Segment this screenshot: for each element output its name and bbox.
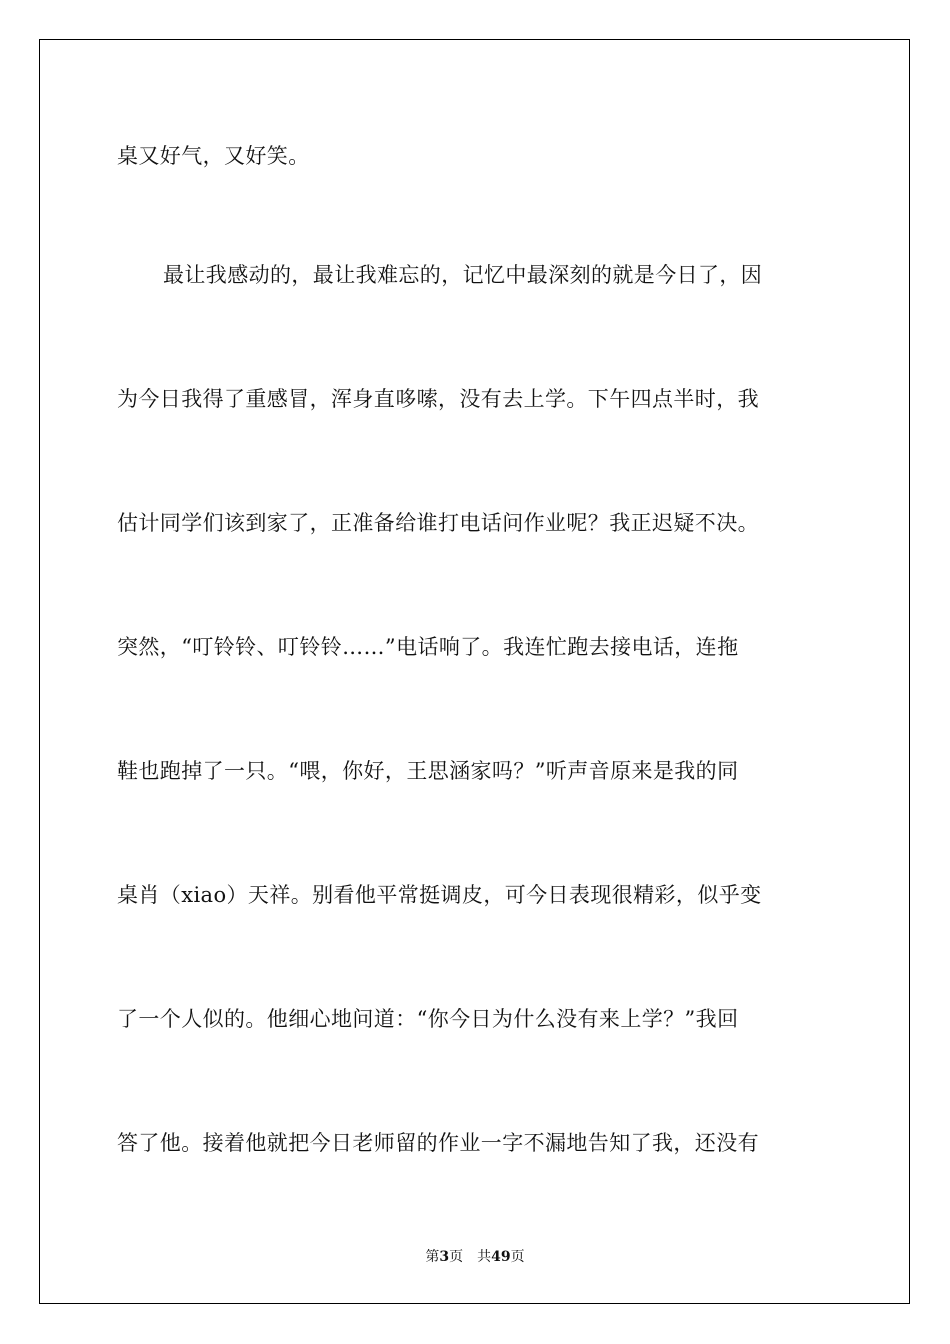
paragraph-line: 桌肖（xiao）天祥。别看他平常挺调皮，可今日表现很精彩，似乎变 [117, 883, 762, 907]
page-footer [0, 1248, 950, 1266]
footer-total-suffix: 页 [510, 1249, 525, 1265]
paragraph-line: 估计同学们该到家了，正准备给谁打电话问作业呢？我正迟疑不决。 [117, 511, 759, 535]
page-border [39, 39, 910, 1304]
paragraph-line: 鞋也跑掉了一只。“喂，你好，王思涵家吗？”听声音原来是我的同 [117, 759, 739, 783]
paragraph-line: 为今日我得了重感冒，浑身直哆嗦，没有去上学。下午四点半时，我 [117, 387, 759, 411]
page-number: 3 [439, 1249, 450, 1265]
paragraph-line: 最让我感动的，最让我难忘的，记忆中最深刻的就是今日了，因 [163, 263, 763, 287]
total-pages: 49 [491, 1249, 511, 1265]
footer-total-prefix: 共 [477, 1249, 492, 1265]
paragraph-line: 突然，“叮铃铃、叮铃铃……”电话响了。我连忙跑去接电话，连拖 [117, 635, 739, 659]
paragraph-line: 答了他。接着他就把今日老师留的作业一字不漏地告知了我，还没有 [117, 1131, 759, 1155]
footer-page-suffix: 页 [449, 1249, 464, 1265]
footer-prefix: 第 [425, 1249, 440, 1265]
paragraph-line: 了一个人似的。他细心地问道：“你今日为什么没有来上学？”我回 [117, 1007, 739, 1031]
paragraph-line: 桌又好气，又好笑。 [117, 144, 310, 168]
